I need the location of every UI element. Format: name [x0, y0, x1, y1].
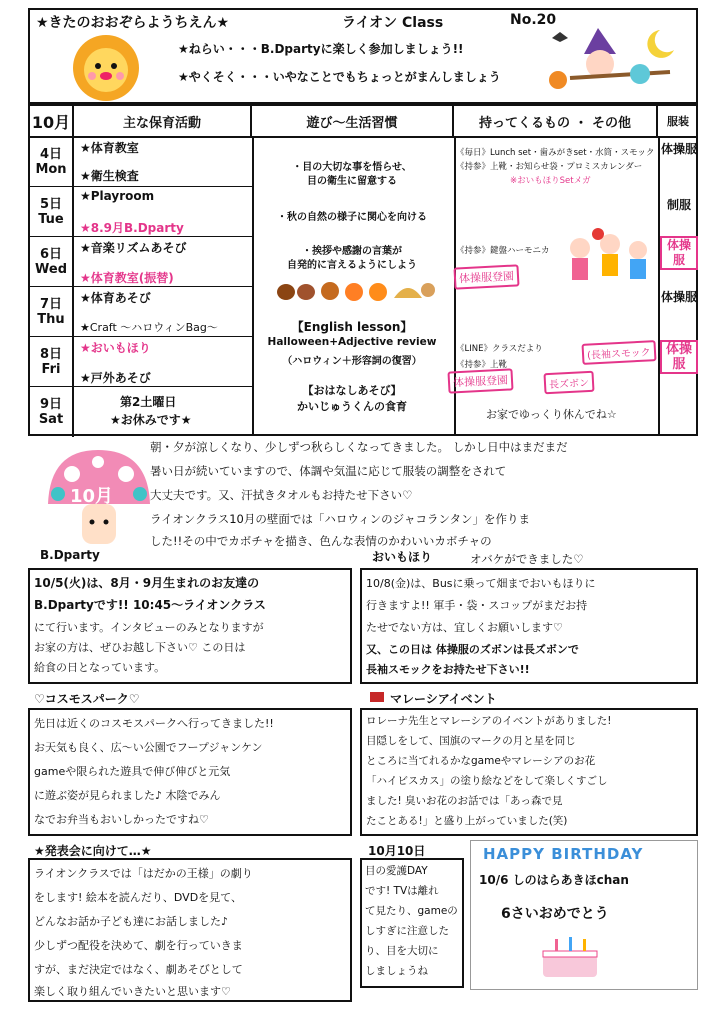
long-sleeve-stamp: (長袖スモック: [582, 340, 657, 365]
life-goal-3b: 自発的に言えるようにしよう: [287, 260, 417, 271]
malaysia-box: ロレーナ先生とマレーシアのイベントがありました! 目隠しをして、国旗のマークの月と星を同じ ところに当てれるかなgameやマレーシアのお花 「ハイビスカス」の塗り絵などをして楽しくすごし ました! 臭いお花のお話では「あっ森で見 たことある!」と盛り上がっていました(笑): [360, 708, 698, 836]
intro-line-6: オバケができました♡: [470, 552, 584, 566]
autumn-illustration: [274, 276, 438, 304]
gym-clothes-stamp-2: 体操服登園: [447, 368, 513, 393]
story-text: かいじゅうくんの食育: [297, 400, 407, 413]
bring-line: 《LINE》クラスだより: [456, 344, 543, 354]
bdparty-title: B.Dparty: [40, 548, 100, 562]
imohori-title: おいもほり: [372, 550, 433, 564]
english-line2: （ハロウィン＋形容詞の復習）: [282, 356, 422, 367]
life-goal-1: ・目の大切な事を悟らせ、: [292, 162, 412, 173]
english-title: 【English lesson】: [291, 320, 413, 334]
flag-icon: [370, 692, 384, 702]
clothing-fri: 体操服: [660, 340, 698, 374]
bring-potato-set: ※おいもほりSetメガ: [510, 176, 591, 186]
intro-line-2: 暑い日が続いていますので、体調や気温に応じて服装の調整をされて: [150, 464, 507, 478]
life-goal-1b: 目の衛生に留意する: [307, 176, 397, 187]
lion-illustration: [64, 32, 148, 104]
life-goal-3: ・挨拶や感謝の言葉が: [302, 246, 402, 257]
cosmos-box: 先日は近くのコスモスパークへ行ってきました!! お天気も良く、広～い公園でフープジャンケン gameや限られた遊具で伸び伸びと元気 に遊ぶ姿が見られました♪ 木陰でみん なでお弁当もおいしかったですね♡: [28, 708, 352, 836]
clothing-mon: 体操服: [660, 142, 697, 156]
table-row: 9日 Sat 第2土曜日 ★お休みです★: [30, 386, 252, 437]
eye-day-box: 目の愛護DAY です! TVは離れ て見たり、gameの しすぎに注意した り、目を大切に しましょうね: [360, 858, 464, 988]
bring-rest: お家でゆっくり休んでね☆: [486, 408, 617, 421]
recital-box: ライオンクラスでは「はだかの王様」の劇り をします! 絵本を読んだり、DVDを見て、 どんなお話か子ども達にお話しました♪ 少しずつ配役を決めて、劇を行っていきま すが、まだ決定ではなく、劇あそびとして 楽しく取り組んでいきたいと思います♡: [28, 858, 352, 1002]
life-goal-2: ・秋の自然の様子に関心を向ける: [277, 212, 427, 223]
bring-items: 《持参》上靴・お知らせ袋・プロミスカレンダー: [456, 162, 643, 172]
table-row: 8日 Fri ★おいもほり ★戸外あそび: [30, 336, 252, 387]
recital-title: ★発表会に向けて…★: [34, 844, 152, 858]
schedule-table: [28, 104, 698, 436]
clothing-tue: 制服: [666, 198, 691, 212]
bring-shoes: 《持参》上靴: [456, 360, 508, 370]
school-name: ★きたのおおぞらようちえん★: [36, 15, 230, 31]
activity-header: 主な保育活動: [74, 106, 252, 136]
table-row: 6日 Wed ★音楽リズムあそび ★体育教室(振替): [30, 236, 252, 287]
class-label: ライオン Class: [342, 15, 444, 31]
english-line1: Halloween+Adjective review: [267, 336, 437, 348]
bring-header: 持ってくるもの ・ その他: [454, 106, 658, 136]
intro-line-1: 朝・夕が涼しくなり、少しずつ秋らしくなってきました。 しかし日中はまだまだ: [150, 440, 568, 454]
intro-line-4: ライオンクラス10月の壁面では「ハロウィンのジャコランタン」を作りま: [150, 512, 530, 526]
issue-number: No.20: [510, 12, 557, 28]
aim-text: ★ねらい・・・B.Dpartyに楽しく参加しましょう!!: [178, 42, 464, 56]
imohori-box: 10/8(金)は、Busに乗って畑までおいもほりに 行きますよ!! 軍手・袋・スコップがまだお持 たせでない方は、宜しくお願いします♡ 又、この日は 体操服のズボンは長ズボンで 長袖スモックをお持たせ下さい!!: [360, 568, 698, 684]
clothing-header: 服装: [667, 115, 689, 128]
clothing-wed: 体操服: [660, 236, 698, 270]
witch-illustration: [540, 24, 690, 100]
eye-day-title: 10月10日: [368, 844, 426, 858]
birthday-card: [470, 840, 698, 990]
life-header: 遊び～生活習慣: [252, 106, 454, 136]
promise-text: ★やくそく・・・いやなことでもちょっとがまんしましょう: [178, 70, 501, 84]
header-box: [28, 8, 698, 104]
kids-illustration: [560, 226, 654, 290]
cosmos-title: ♡コスモスパーク♡: [34, 692, 140, 706]
birthday-name: 10/6 しのはらあきほchan: [479, 873, 629, 887]
table-row: 5日 Tue ★Playroom ★8.9月B.Dparty: [30, 186, 252, 237]
birthday-message: 6さいおめでとう: [501, 906, 609, 922]
bdparty-box: 10/5(火)は、8月・9月生まれのお友達の B.Dpartyです!! 10:45～ライオンクラス にて行います。インタビューのみとなりますが お家の方は、ぜひお越し下さい♡ この日は 給食の日となっています。: [28, 568, 352, 684]
month-header: 10月: [30, 106, 74, 136]
gym-clothes-stamp: 体操服登園: [453, 264, 519, 289]
clothing-thu: 体操服: [660, 290, 697, 304]
col-divider: [658, 136, 660, 436]
story-title: 【おはなしあそび】: [302, 384, 402, 397]
month-badge: 10月: [70, 486, 114, 507]
bring-harmonica: 《持参》鍵盤ハーモニカ: [456, 246, 550, 256]
bring-daily: 《毎日》Lunch set・歯みがきset・水筒・スモック: [456, 148, 655, 158]
long-pants-stamp: 長ズボン: [543, 371, 594, 395]
cake-illustration: [535, 933, 605, 983]
table-row: 4日 Mon ★体育教室 ★衛生検査: [30, 136, 252, 187]
birthday-title: HAPPY BIRTHDAY: [483, 845, 644, 863]
malaysia-title: マレーシアイベント: [390, 692, 497, 706]
intro-line-5: した!!その中でカボチャを描き、色んな表情のかわいいカボチャの: [150, 534, 492, 548]
intro-line-3: 大丈夫です。又、汗拭きタオルもお持たせ下さい♡: [150, 488, 413, 502]
table-row: 7日 Thu ★体育あそび ★Craft ～ハロウィンBag～: [30, 286, 252, 337]
